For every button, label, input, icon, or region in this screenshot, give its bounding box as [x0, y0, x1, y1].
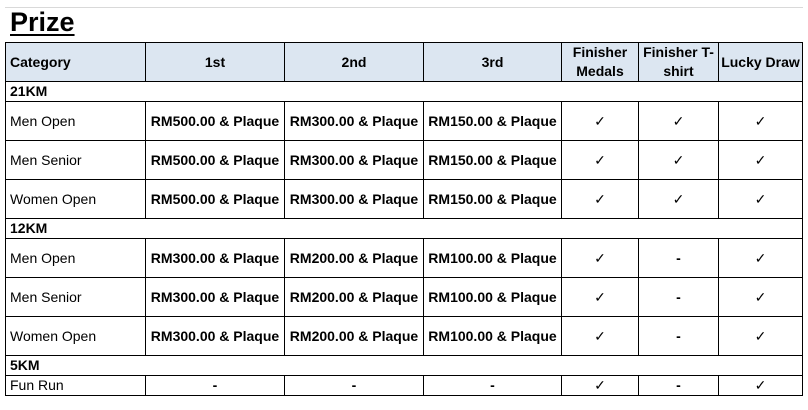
cell-first: RM300.00 & Plaque [146, 239, 285, 278]
table-row [6, 239, 803, 278]
cell-category: Men Open [6, 102, 146, 141]
table-row [6, 376, 803, 396]
cell-second: RM200.00 & Plaque [285, 317, 424, 356]
cell-tshirt: - [639, 239, 719, 278]
cell-lucky: ✓ [719, 102, 803, 141]
table-row [6, 141, 803, 180]
cell-third: RM150.00 & Plaque [424, 180, 562, 219]
cell-first: - [146, 376, 285, 396]
cell-category: Men Senior [6, 278, 146, 317]
cell-second: RM300.00 & Plaque [285, 141, 424, 180]
cell-third: RM150.00 & Plaque [424, 141, 562, 180]
header-first: 1st [146, 43, 285, 82]
cell-lucky: ✓ [719, 278, 803, 317]
cell-medals: ✓ [562, 317, 639, 356]
table-row [6, 102, 803, 141]
table-body [6, 82, 803, 396]
header-second: 2nd [285, 43, 424, 82]
section-label: 21KM [6, 82, 803, 102]
cell-category: Men Open [6, 239, 146, 278]
cell-tshirt: ✓ [639, 141, 719, 180]
table-row [6, 317, 803, 356]
cell-second: RM200.00 & Plaque [285, 239, 424, 278]
cell-second: RM200.00 & Plaque [285, 278, 424, 317]
cell-second: RM300.00 & Plaque [285, 180, 424, 219]
header-lucky-draw: Lucky Draw [719, 43, 803, 82]
cell-category: Fun Run [6, 376, 146, 396]
cell-lucky: ✓ [719, 239, 803, 278]
section-row [6, 82, 803, 102]
table-header-row [6, 43, 803, 82]
cell-lucky: ✓ [719, 317, 803, 356]
table-row [6, 180, 803, 219]
section-row [6, 356, 803, 376]
cell-medals: ✓ [562, 180, 639, 219]
cell-tshirt: ✓ [639, 102, 719, 141]
cell-lucky: ✓ [719, 141, 803, 180]
cell-medals: ✓ [562, 239, 639, 278]
cell-first: RM500.00 & Plaque [146, 102, 285, 141]
cell-lucky: ✓ [719, 376, 803, 396]
section-row [6, 219, 803, 239]
cell-third: RM150.00 & Plaque [424, 102, 562, 141]
table-row [6, 278, 803, 317]
cell-tshirt: - [639, 317, 719, 356]
cell-medals: ✓ [562, 141, 639, 180]
cell-category: Men Senior [6, 141, 146, 180]
cell-category: Women Open [6, 317, 146, 356]
prize-table [5, 42, 803, 396]
cell-third: - [424, 376, 562, 396]
header-finisher-tshirt: Finisher T-shirt [639, 43, 719, 82]
cell-first: RM500.00 & Plaque [146, 141, 285, 180]
cell-tshirt: - [639, 376, 719, 396]
cell-tshirt: ✓ [639, 180, 719, 219]
cell-third: RM100.00 & Plaque [424, 317, 562, 356]
cell-tshirt: - [639, 278, 719, 317]
cell-medals: ✓ [562, 278, 639, 317]
header-third: 3rd [424, 43, 562, 82]
cell-lucky: ✓ [719, 180, 803, 219]
cell-first: RM300.00 & Plaque [146, 317, 285, 356]
cell-category: Women Open [6, 180, 146, 219]
cell-medals: ✓ [562, 376, 639, 396]
header-finisher-medals: Finisher Medals [562, 43, 639, 82]
cell-medals: ✓ [562, 102, 639, 141]
top-divider [5, 7, 803, 8]
cell-second: RM300.00 & Plaque [285, 102, 424, 141]
cell-first: RM500.00 & Plaque [146, 180, 285, 219]
section-label: 12KM [6, 219, 803, 239]
cell-first: RM300.00 & Plaque [146, 278, 285, 317]
page-title: Prize [10, 7, 75, 37]
cell-third: RM100.00 & Plaque [424, 278, 562, 317]
cell-second: - [285, 376, 424, 396]
cell-third: RM100.00 & Plaque [424, 239, 562, 278]
section-label: 5KM [6, 356, 803, 376]
header-category: Category [6, 43, 146, 82]
